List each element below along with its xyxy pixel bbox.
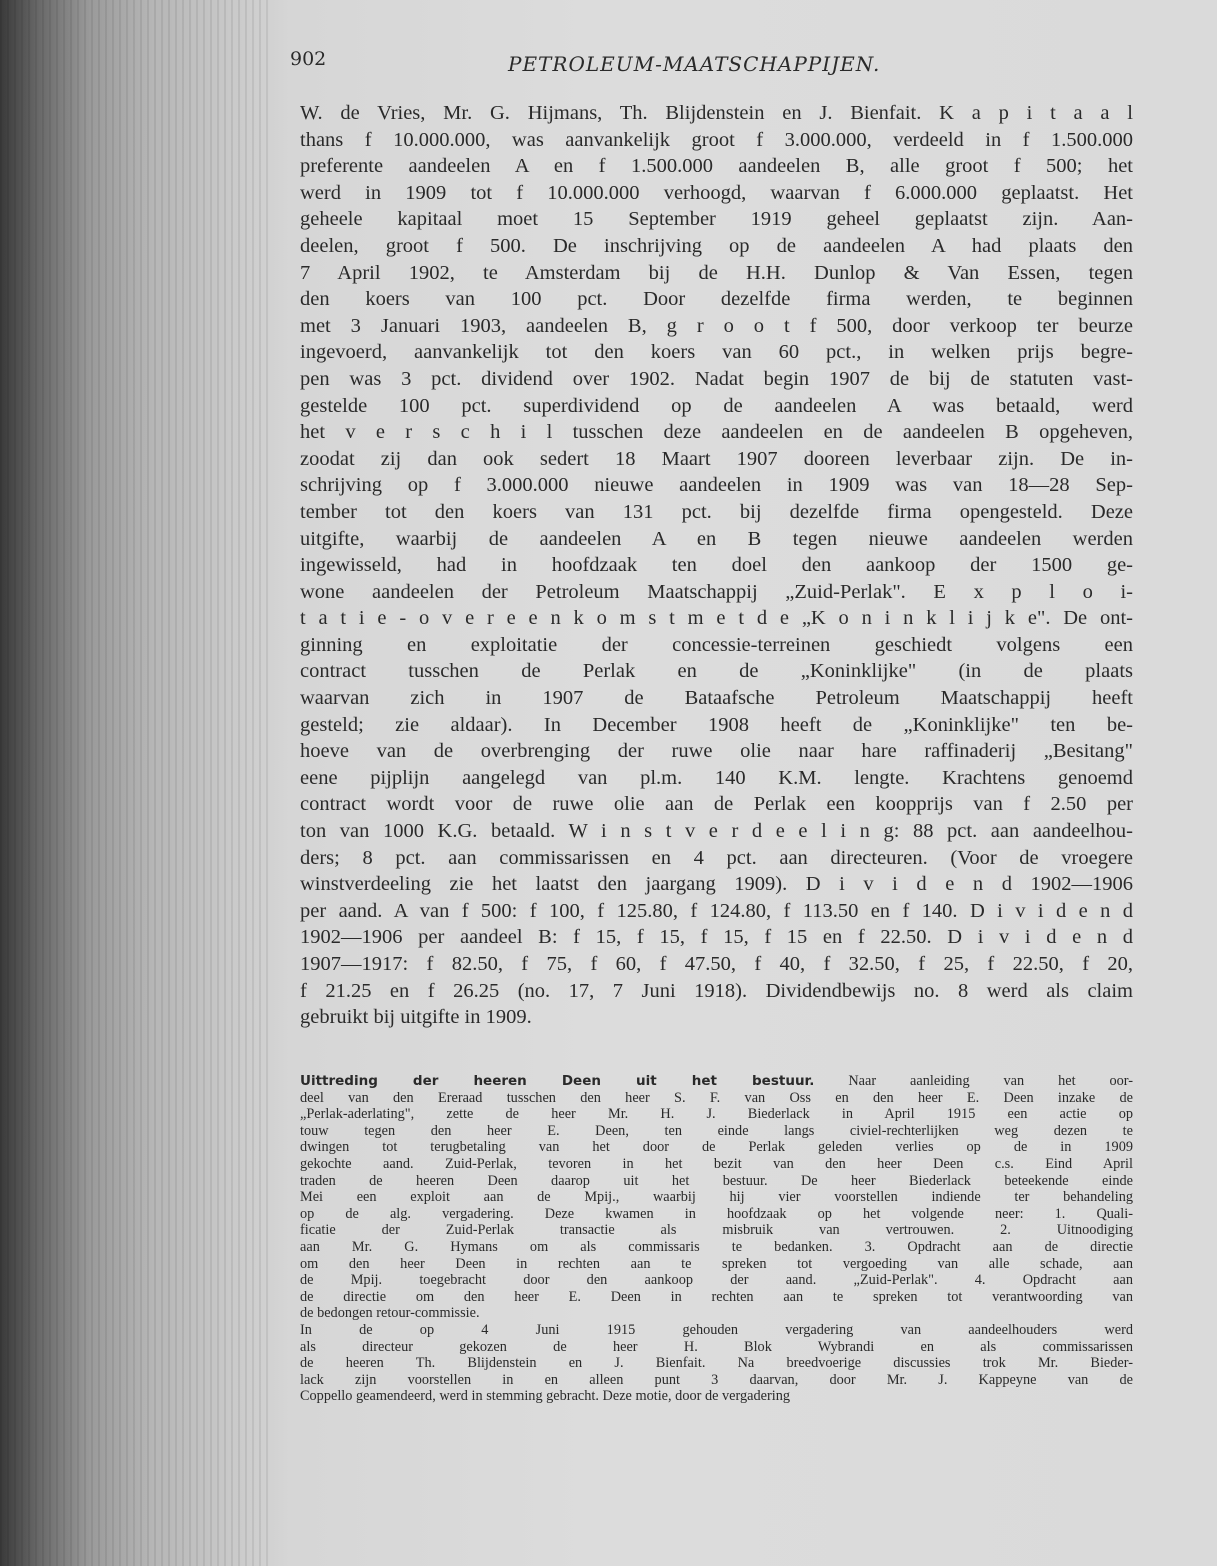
text-line: zoodat zij dan ook sedert 18 Maart 1907 dooreen leverbaar zijn. De in-: [300, 447, 1133, 470]
section-heading: Uittreding der heeren Deen uit het bestuur.: [300, 1073, 815, 1089]
small-text-line: aan Mr. G. Hymans om als commissaris te bedanken. 3. Opdracht aan de directie: [300, 1238, 1133, 1255]
text-line: contract wordt voor de ruwe olie aan de Perlak een koopprijs van f 2.50 per: [300, 793, 1133, 816]
text-line: met 3 Januari 1903, aandeelen B, g r o o t f 500, door verkoop ter beurze: [300, 314, 1133, 337]
text-line: winstverdeeling zie het laatst den jaargang 1909). D i v i d e n d 1902—1906: [300, 873, 1133, 896]
text-line: eene pijplijn aangelegd van pl.m. 140 K.M. lengte. Krachtens genoemd: [300, 766, 1133, 789]
text-line: schrijving op f 3.000.000 nieuwe aandeelen in 1909 was van 18—28 Sep-: [300, 474, 1133, 497]
text-line: W. de Vries, Mr. G. Hijmans, Th. Blijdenstein en J. Bienfait. K a p i t a a l: [300, 102, 1133, 124]
small-text-line: de Mpij. toegebracht door den aankoop der aand. „Zuid-Perlak". 4. Opdracht aan: [300, 1272, 1133, 1289]
text-line: ton van 1000 K.G. betaald. W i n s t v e r d e e l i n g: 88 pct. aan aandeelhou-: [300, 820, 1133, 843]
text-line: 1902—1906 per aandeel B: f 15, f 15, f 15, f 15 en f 22.50. D i v i d e n d: [300, 926, 1133, 949]
text-line: thans f 10.000.000, was aanvankelijk groot f 3.000.000, verdeeld in f 1.500.000: [300, 128, 1133, 151]
text-line: waarvan zich in 1907 de Bataafsche Petroleum Maatschappij heeft: [300, 687, 1133, 710]
small-text-line: om den heer Deen in rechten aan te spreken tot vergoeding van alle schade, aan: [300, 1255, 1133, 1272]
text-line: het v e r s c h i l tusschen deze aandeelen en de aandeelen B opgeheven,: [300, 421, 1133, 444]
small-text-line: „Perlak-aderlating", zette de heer Mr. H. J. Biederlack in April 1915 een actie op: [300, 1106, 1133, 1123]
small-text-line: In de op 4 Juni 1915 gehouden vergadering van aandeelhouders werd: [300, 1321, 1133, 1338]
book-spine-edge: [0, 0, 270, 1566]
text-line: pen was 3 pct. dividend over 1902. Nadat begin 1907 de bij de statuten vast-: [300, 367, 1133, 390]
text-line: ingevoerd, aanvankelijk tot den koers van 60 pct., in welken prijs begre-: [300, 341, 1133, 364]
text-line: 7 April 1902, te Amsterdam bij de H.H. Dunlop & Van Essen, tegen: [300, 261, 1133, 284]
small-text-line: Mei een exploit aan de Mpij., waarbij hij vier voorstellen indiende ter behandeling: [300, 1189, 1133, 1206]
small-text-line: Coppello geamendeerd, werd in stemming gebracht. Deze motie, door de vergadering: [300, 1388, 791, 1405]
text-line: uitgifte, waarbij de aandeelen A en B tegen nieuwe aandeelen werden: [300, 527, 1133, 550]
small-text-line: de directie om den heer E. Deen in rechten aan te spreken tot verantwoording van: [300, 1288, 1133, 1305]
text-line: gestelde 100 pct. superdividend op de aandeelen A was betaald, werd: [300, 394, 1133, 417]
text-line: preferente aandeelen A en f 1.500.000 aandeelen B, alle groot f 500; het: [300, 155, 1133, 178]
small-text-line: als directeur gekozen de heer H. Blok Wybrandi en als commissarissen: [300, 1338, 1133, 1355]
text-line: gebruikt bij uitgifte in 1909.: [300, 1006, 532, 1029]
text-line: f 21.25 en f 26.25 (no. 17, 7 Juni 1918). Dividendbewijs no. 8 werd als claim: [300, 979, 1133, 1002]
small-text-line: op de alg. vergadering. Deze kwamen in hoofdzaak op het volgende neer: 1. Quali-: [300, 1205, 1133, 1222]
main-body-text: [300, 100, 1133, 1031]
small-text-line: dwingen tot terugbetaling van het door de Perlak geleden verlies op de in 1909: [300, 1139, 1133, 1156]
page-number: 902: [290, 48, 327, 70]
small-text-line: de heeren Th. Blijdenstein en J. Bienfait. Na breedvoerige discussies trok Mr. Bieder-: [300, 1355, 1133, 1372]
small-text-line: de bedongen retour-commissie.: [300, 1305, 480, 1322]
small-text-line: touw tegen den heer E. Deen, ten einde langs civiel-rechterlijken weg dezen te: [300, 1122, 1133, 1139]
text-line: tember tot den koers van 131 pct. bij dezelfde firma opengesteld. Deze: [300, 500, 1133, 523]
running-head: PETROLEUM-MAATSCHAPPIJEN.: [508, 52, 881, 76]
text-line: 1907—1917: f 82.50, f 75, f 60, f 47.50, f 40, f 32.50, f 25, f 22.50, f 20,: [300, 953, 1133, 975]
text-line: ders; 8 pct. aan commissarissen en 4 pct. aan directeuren. (Voor de vroegere: [300, 846, 1133, 869]
text-line: geheele kapitaal moet 15 September 1919 geheel geplaatst zijn. Aan-: [300, 208, 1133, 231]
text-line: werd in 1909 tot f 10.000.000 verhoogd, waarvan f 6.000.000 geplaatst. Het: [300, 181, 1133, 204]
text-line: deelen, groot f 500. De inschrijving op de aandeelen A had plaats den: [300, 234, 1133, 257]
small-text-line: ficatie der Zuid-Perlak transactie als misbruik van vertrouwen. 2. Uitnoodiging: [300, 1222, 1133, 1239]
text-line: t a t i e - o v e r e e n k o m s t m e t d e „K o n i n k l i j k e". De ont-: [300, 607, 1133, 630]
text-line: wone aandeelen der Petroleum Maatschappij „Zuid-Perlak". E x p l o i-: [300, 580, 1133, 603]
text-line: gesteld; zie aldaar). In December 1908 heeft de „Koninklijke" ten be-: [300, 713, 1133, 736]
text-line: hoeve van de overbrenging der ruwe olie naar hare raffinaderij „Besitang": [300, 740, 1133, 763]
text-line: ingewisseld, had in hoofdzaak ten doel den aankoop der 1500 ge-: [300, 554, 1133, 577]
text-line: per aand. A van f 500: f 100, f 125.80, f 124.80, f 113.50 en f 140. D i v i d e n d: [300, 899, 1133, 922]
text-line: den koers van 100 pct. Door dezelfde firma werden, te beginnen: [300, 288, 1133, 311]
small-text-line: lack zijn voorstellen in en alleen punt 3 daarvan, door Mr. J. Kappeyne van de: [300, 1371, 1133, 1388]
small-text-line: gekochte aand. Zuid-Perlak, tevoren in het bezit van den heer Deen c.s. Eind April: [300, 1155, 1133, 1172]
small-text-line: deel van den Ereraad tusschen den heer S. F. van Oss en den heer E. Deen inzake de: [300, 1089, 1133, 1106]
text-line: contract tusschen de Perlak en de „Koninklijke" (in de plaats: [300, 660, 1133, 683]
small-text-line: Uittreding der heeren Deen uit het bestuur. Naar aanleiding van het oor-: [300, 1073, 1133, 1089]
text-line: ginning en exploitatie der concessie-terreinen geschiedt volgens een: [300, 633, 1133, 656]
small-text-line: traden de heeren Deen daarop uit het bestuur. De heer Biederlack beteekende einde: [300, 1172, 1133, 1189]
small-print-section: [300, 1073, 1133, 1405]
